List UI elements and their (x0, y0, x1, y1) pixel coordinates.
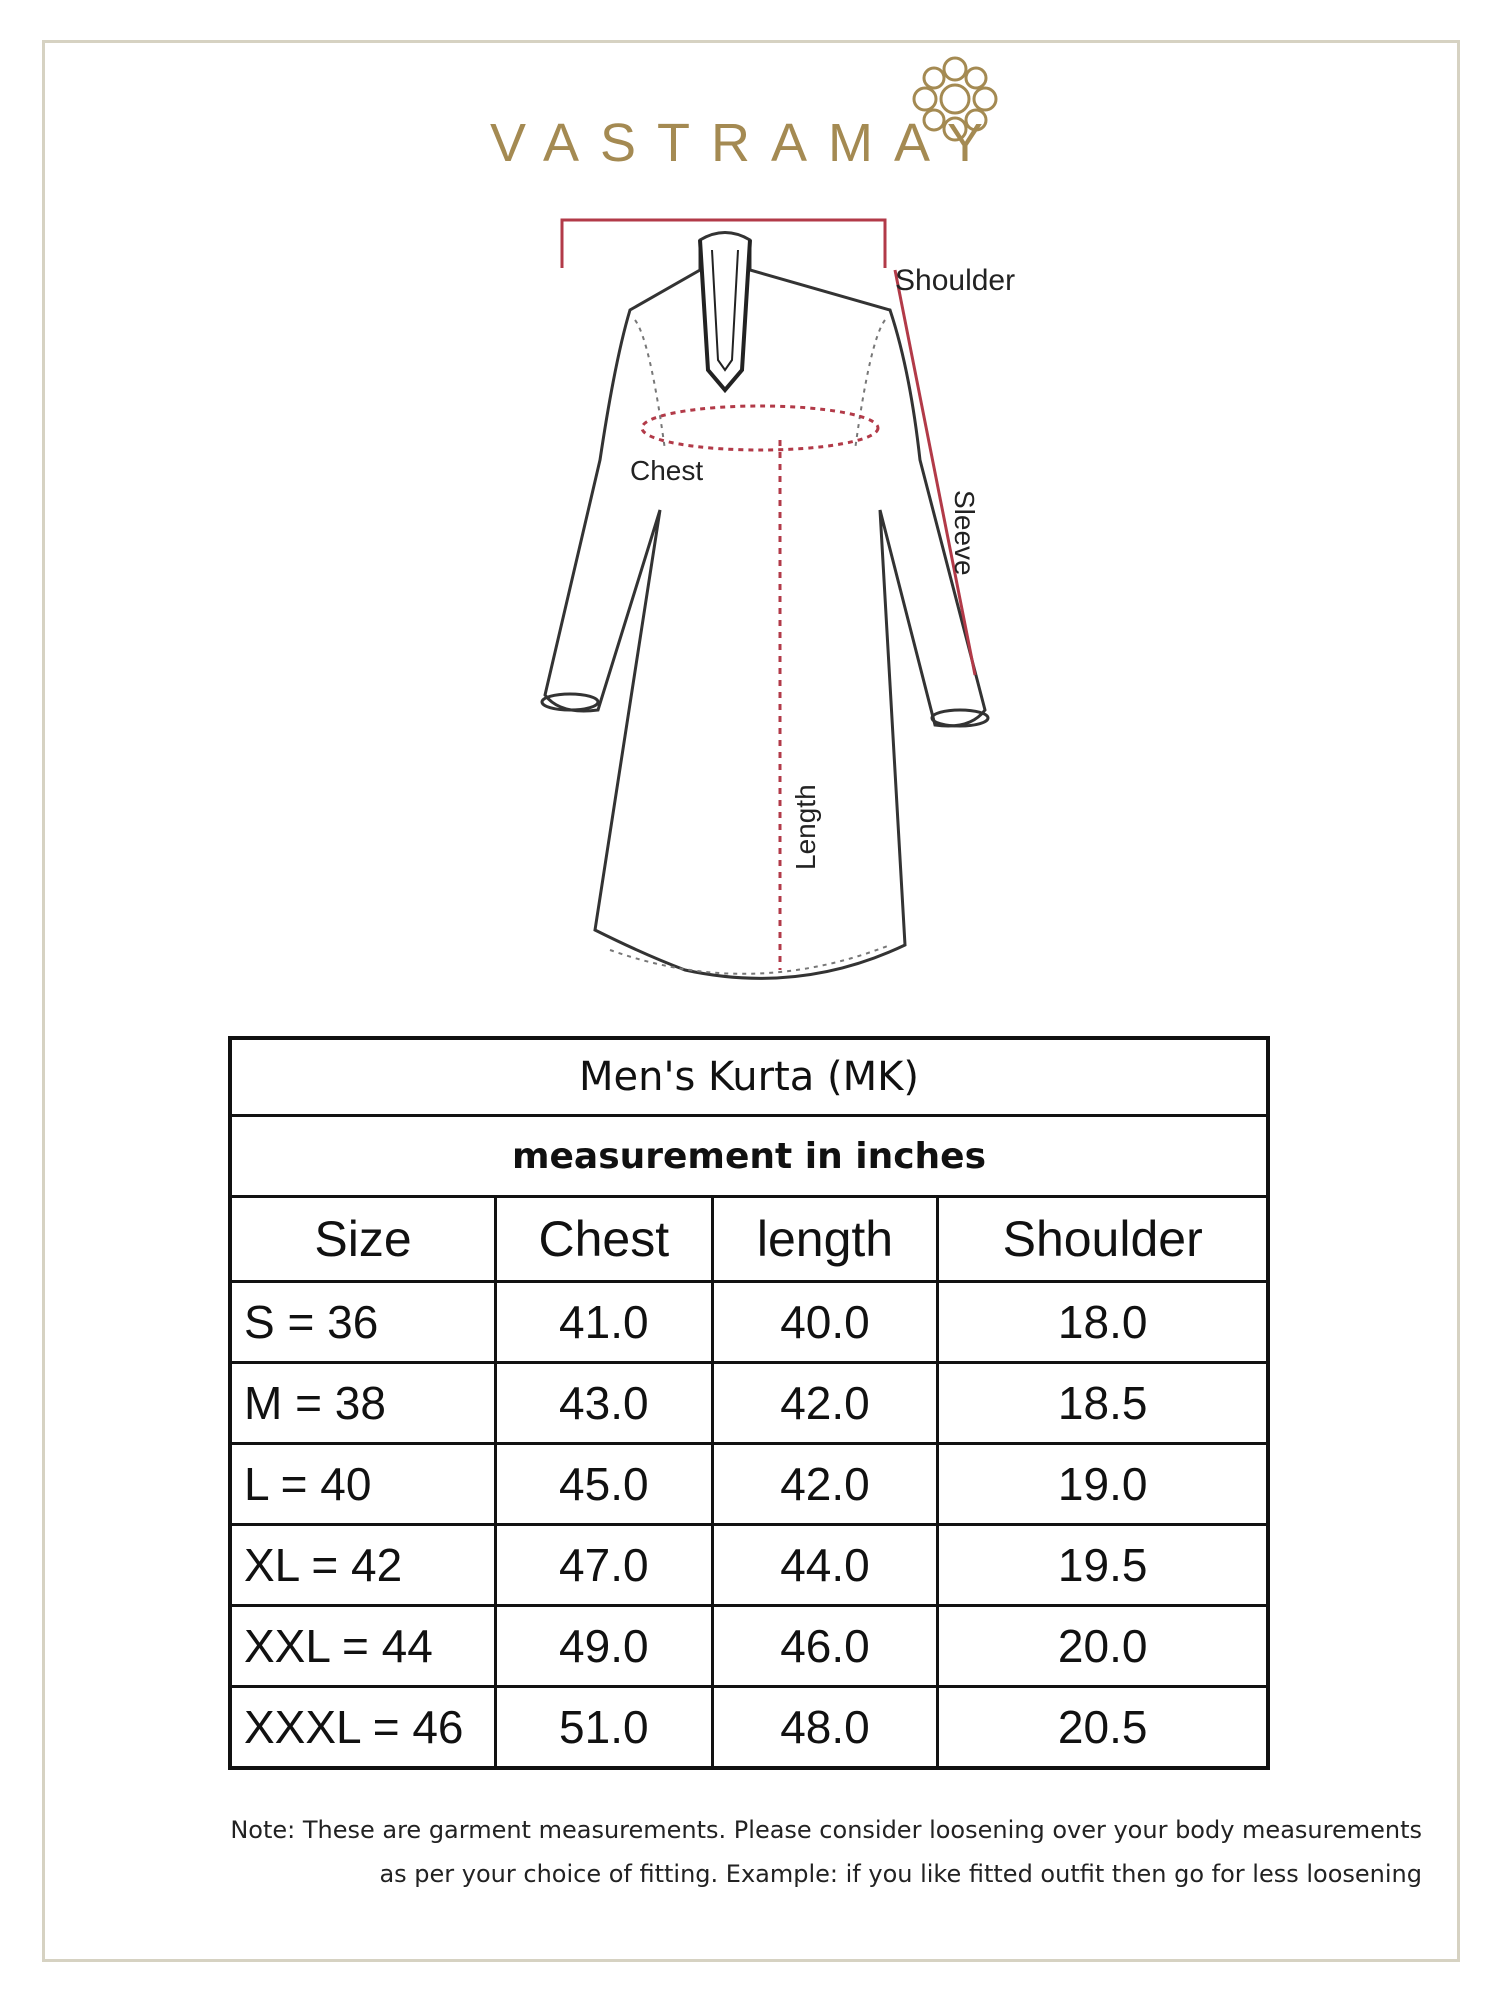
table-row (230, 1525, 1268, 1606)
shoulder-cell: 19.0 (938, 1444, 1268, 1525)
shoulder-cell: 18.0 (938, 1282, 1268, 1363)
header-size: Size (230, 1197, 496, 1282)
length-cell: 42.0 (712, 1363, 938, 1444)
length-cell: 46.0 (712, 1606, 938, 1687)
length-cell: 48.0 (712, 1687, 938, 1769)
chest-cell: 47.0 (496, 1525, 713, 1606)
table-title: Men's Kurta (MK) (230, 1038, 1268, 1116)
length-cell: 44.0 (712, 1525, 938, 1606)
note-line-2: as per your choice of fitting. Example: if you like fitted outfit then go for less loosening (379, 1860, 1422, 1888)
table-row (230, 1282, 1268, 1363)
note-line-1: Note: These are garment measurements. Please consider loosening over your body measurements (230, 1816, 1422, 1844)
header-length: length (712, 1197, 938, 1282)
size-chart-table (228, 1036, 1270, 1770)
shoulder-cell: 20.5 (938, 1687, 1268, 1769)
size-cell: XL = 42 (230, 1525, 496, 1606)
shoulder-label: Shoulder (895, 264, 1016, 297)
chest-cell: 43.0 (496, 1363, 713, 1444)
table-row (230, 1606, 1268, 1687)
shoulder-cell: 20.0 (938, 1606, 1268, 1687)
size-cell: M = 38 (230, 1363, 496, 1444)
size-cell: S = 36 (230, 1282, 496, 1363)
shoulder-cell: 18.5 (938, 1363, 1268, 1444)
length-cell: 42.0 (712, 1444, 938, 1525)
table-subtitle: measurement in inches (230, 1116, 1268, 1197)
chest-label: Chest (630, 455, 704, 486)
size-cell: XXXL = 46 (230, 1687, 496, 1769)
chest-cell: 41.0 (496, 1282, 713, 1363)
sleeve-label: Sleeve (949, 490, 980, 576)
kurta-diagram (450, 210, 1070, 1010)
header-shoulder: Shoulder (938, 1197, 1268, 1282)
table-row (230, 1687, 1268, 1769)
length-label: Length (790, 784, 821, 870)
chest-cell: 49.0 (496, 1606, 713, 1687)
length-cell: 40.0 (712, 1282, 938, 1363)
header-chest: Chest (496, 1197, 713, 1282)
brand-logo-icon (900, 44, 1010, 154)
fit-note (72, 1808, 1422, 1896)
table-row (230, 1444, 1268, 1525)
size-cell: L = 40 (230, 1444, 496, 1525)
brand-name: VASTRAMAY (490, 113, 1005, 173)
chest-cell: 45.0 (496, 1444, 713, 1525)
chest-cell: 51.0 (496, 1687, 713, 1769)
size-cell: XXL = 44 (230, 1606, 496, 1687)
table-row (230, 1363, 1268, 1444)
kurta-outline (545, 233, 985, 979)
shoulder-cell: 19.5 (938, 1525, 1268, 1606)
